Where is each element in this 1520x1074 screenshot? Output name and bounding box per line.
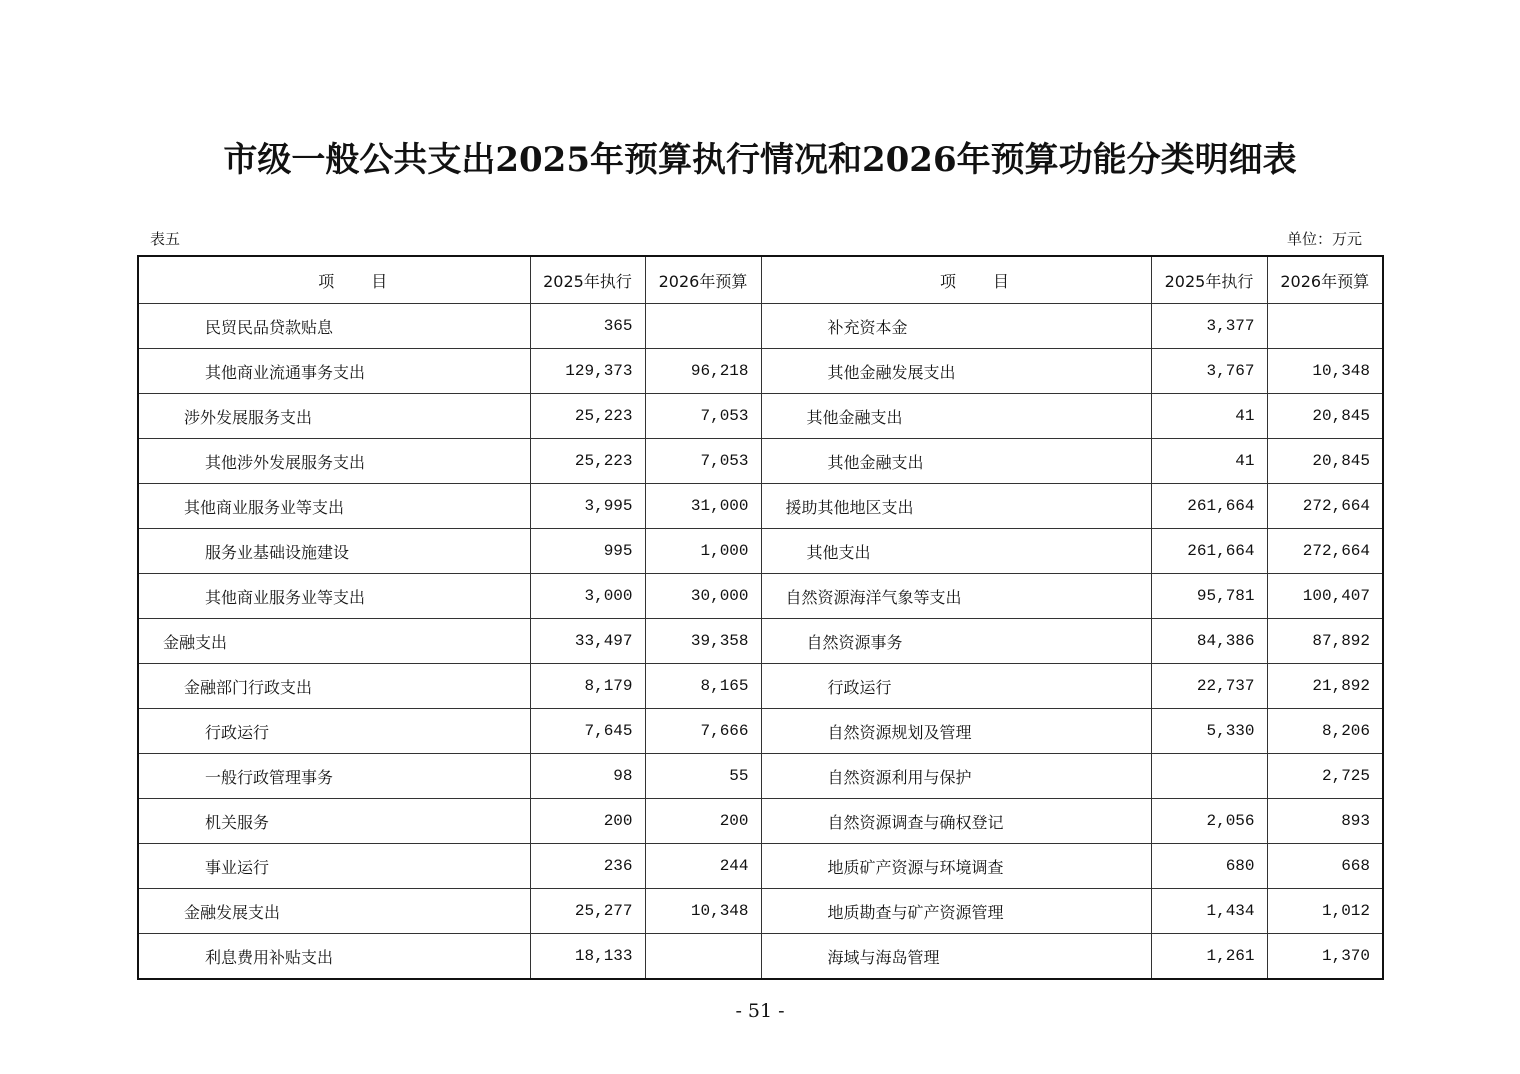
item-name: 自然资源规划及管理 xyxy=(761,709,1151,754)
header-exec-2025-left: 2025年执行 xyxy=(530,256,645,304)
budget-2026-value: 10,348 xyxy=(645,889,761,934)
table-row xyxy=(138,754,1383,799)
budget-2026-value: 244 xyxy=(645,844,761,889)
item-name: 地质勘查与矿产资源管理 xyxy=(761,889,1151,934)
exec-2025-value: 1,434 xyxy=(1151,889,1267,934)
header-item-char: 目 xyxy=(992,271,1009,291)
item-name: 补充资本金 xyxy=(761,304,1151,349)
exec-2025-value: 5,330 xyxy=(1151,709,1267,754)
exec-2025-value: 261,664 xyxy=(1151,529,1267,574)
header-budget-2026-right: 2026年预算 xyxy=(1267,256,1383,304)
budget-2026-value: 55 xyxy=(645,754,761,799)
budget-2026-value: 20,845 xyxy=(1267,394,1383,439)
budget-2026-value: 87,892 xyxy=(1267,619,1383,664)
table-row xyxy=(138,844,1383,889)
budget-2026-value: 8,165 xyxy=(645,664,761,709)
item-name: 其他商业服务业等支出 xyxy=(138,484,530,529)
budget-2026-value: 2,725 xyxy=(1267,754,1383,799)
budget-2026-value: 7,053 xyxy=(645,394,761,439)
budget-2026-value: 39,358 xyxy=(645,619,761,664)
budget-2026-value: 31,000 xyxy=(645,484,761,529)
table-row xyxy=(138,484,1383,529)
budget-2026-value: 8,206 xyxy=(1267,709,1383,754)
exec-2025-value: 22,737 xyxy=(1151,664,1267,709)
item-name: 利息费用补贴支出 xyxy=(138,934,530,980)
budget-table xyxy=(137,255,1384,980)
budget-2026-value xyxy=(1267,304,1383,349)
budget-2026-value: 7,053 xyxy=(645,439,761,484)
budget-2026-value: 1,370 xyxy=(1267,934,1383,980)
table-row xyxy=(138,799,1383,844)
budget-2026-value: 272,664 xyxy=(1267,529,1383,574)
item-name: 其他商业服务业等支出 xyxy=(138,574,530,619)
exec-2025-value: 1,261 xyxy=(1151,934,1267,980)
table-row xyxy=(138,889,1383,934)
exec-2025-value: 3,767 xyxy=(1151,349,1267,394)
exec-2025-value: 365 xyxy=(530,304,645,349)
table-row xyxy=(138,619,1383,664)
exec-2025-value xyxy=(1151,754,1267,799)
header-item-char: 项 xyxy=(939,271,956,291)
table-header-row xyxy=(138,256,1383,304)
budget-2026-value: 200 xyxy=(645,799,761,844)
page-number: - 51 - xyxy=(735,1000,785,1022)
table-row xyxy=(138,349,1383,394)
budget-2026-value: 100,407 xyxy=(1267,574,1383,619)
table-row xyxy=(138,709,1383,754)
exec-2025-value: 3,995 xyxy=(530,484,645,529)
exec-2025-value: 18,133 xyxy=(530,934,645,980)
item-name: 自然资源利用与保护 xyxy=(761,754,1151,799)
exec-2025-value: 8,179 xyxy=(530,664,645,709)
exec-2025-value: 25,223 xyxy=(530,394,645,439)
header-item-right xyxy=(761,256,1151,304)
item-name: 自然资源事务 xyxy=(761,619,1151,664)
unit-label: 单位：万元 xyxy=(1286,230,1362,248)
item-name: 金融部门行政支出 xyxy=(138,664,530,709)
table-row xyxy=(138,664,1383,709)
budget-2026-value: 1,012 xyxy=(1267,889,1383,934)
exec-2025-value: 129,373 xyxy=(530,349,645,394)
budget-2026-value: 20,845 xyxy=(1267,439,1383,484)
table-row xyxy=(138,439,1383,484)
budget-2026-value: 893 xyxy=(1267,799,1383,844)
budget-2026-value xyxy=(645,934,761,980)
budget-2026-value: 21,892 xyxy=(1267,664,1383,709)
header-item-left xyxy=(138,256,530,304)
item-name: 服务业基础设施建设 xyxy=(138,529,530,574)
budget-2026-value: 30,000 xyxy=(645,574,761,619)
exec-2025-value: 261,664 xyxy=(1151,484,1267,529)
exec-2025-value: 7,645 xyxy=(530,709,645,754)
exec-2025-value: 98 xyxy=(530,754,645,799)
exec-2025-value: 41 xyxy=(1151,439,1267,484)
table-row xyxy=(138,574,1383,619)
item-name: 自然资源海洋气象等支出 xyxy=(761,574,1151,619)
item-name: 地质矿产资源与环境调查 xyxy=(761,844,1151,889)
item-name: 行政运行 xyxy=(761,664,1151,709)
item-name: 海域与海岛管理 xyxy=(761,934,1151,980)
exec-2025-value: 995 xyxy=(530,529,645,574)
budget-2026-value: 7,666 xyxy=(645,709,761,754)
budget-2026-value: 96,218 xyxy=(645,349,761,394)
item-name: 金融支出 xyxy=(138,619,530,664)
budget-2026-value: 1,000 xyxy=(645,529,761,574)
exec-2025-value: 33,497 xyxy=(530,619,645,664)
item-name: 其他涉外发展服务支出 xyxy=(138,439,530,484)
budget-2026-value: 10,348 xyxy=(1267,349,1383,394)
exec-2025-value: 236 xyxy=(530,844,645,889)
table-row xyxy=(138,304,1383,349)
exec-2025-value: 680 xyxy=(1151,844,1267,889)
table-row xyxy=(138,394,1383,439)
budget-2026-value: 272,664 xyxy=(1267,484,1383,529)
exec-2025-value: 41 xyxy=(1151,394,1267,439)
exec-2025-value: 3,000 xyxy=(530,574,645,619)
header-item-char: 目 xyxy=(371,271,388,291)
item-name: 一般行政管理事务 xyxy=(138,754,530,799)
exec-2025-value: 200 xyxy=(530,799,645,844)
header-item-char: 项 xyxy=(318,271,335,291)
item-name: 援助其他地区支出 xyxy=(761,484,1151,529)
item-name: 自然资源调查与确权登记 xyxy=(761,799,1151,844)
item-name: 其他金融支出 xyxy=(761,394,1151,439)
item-name: 机关服务 xyxy=(138,799,530,844)
item-name: 其他支出 xyxy=(761,529,1151,574)
budget-2026-value xyxy=(645,304,761,349)
header-exec-2025-right: 2025年执行 xyxy=(1151,256,1267,304)
item-name: 民贸民品贷款贴息 xyxy=(138,304,530,349)
page-title: 市级一般公共支出2025年预算执行情况和2026年预算功能分类明细表 xyxy=(223,140,1297,180)
item-name: 行政运行 xyxy=(138,709,530,754)
item-name: 其他金融支出 xyxy=(761,439,1151,484)
exec-2025-value: 95,781 xyxy=(1151,574,1267,619)
header-budget-2026-left: 2026年预算 xyxy=(645,256,761,304)
exec-2025-value: 25,277 xyxy=(530,889,645,934)
item-name: 其他商业流通事务支出 xyxy=(138,349,530,394)
exec-2025-value: 2,056 xyxy=(1151,799,1267,844)
table-row xyxy=(138,934,1383,980)
item-name: 金融发展支出 xyxy=(138,889,530,934)
table-label: 表五 xyxy=(150,230,181,248)
exec-2025-value: 84,386 xyxy=(1151,619,1267,664)
item-name: 其他金融发展支出 xyxy=(761,349,1151,394)
item-name: 事业运行 xyxy=(138,844,530,889)
item-name: 涉外发展服务支出 xyxy=(138,394,530,439)
table-row xyxy=(138,529,1383,574)
budget-2026-value: 668 xyxy=(1267,844,1383,889)
exec-2025-value: 3,377 xyxy=(1151,304,1267,349)
exec-2025-value: 25,223 xyxy=(530,439,645,484)
